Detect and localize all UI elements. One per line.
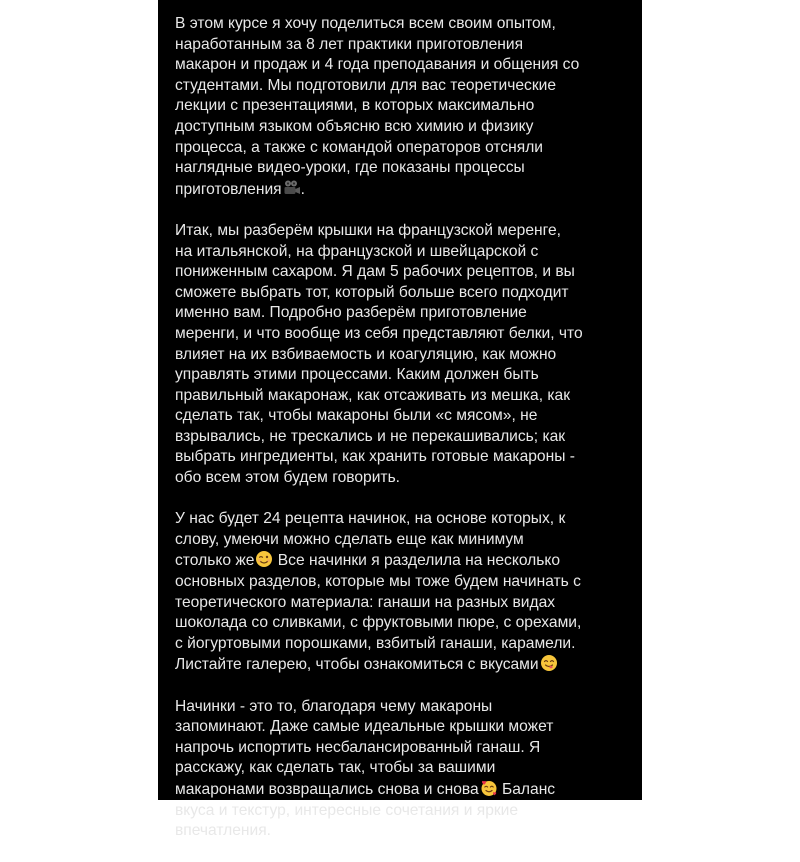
text-fragment: Листайте галерею, чтобы ознакомиться с вкусами — [175, 656, 539, 674]
text-line: расскажу, как сделать так, чтобы за вашими — [175, 759, 496, 777]
text-line: студентами. Мы подготовили для вас теоретические — [175, 76, 557, 94]
text-line: шоколада со сливками, с фруктовыми пюре, с орехами, — [175, 614, 582, 632]
text-fragment: . — [300, 180, 305, 198]
text-line: Начинки - это то, благодаря чему макароны — [175, 697, 493, 715]
text-line: вкуса и текстур, интересные сочетания и яркие — [175, 801, 519, 819]
text-line: В этом курсе я хочу поделиться всем своим опытом, — [175, 15, 556, 32]
text-line: Итак, мы разберём крышки на французской меренге, — [175, 221, 561, 239]
text-line — [175, 779, 633, 801]
text-line: доступным языком объясню всю химию и физику — [175, 117, 534, 135]
text-line: влияет на их взбиваемость и коагуляцию, как можно — [175, 345, 557, 363]
smiling-face-with-hearts-icon — [480, 779, 498, 797]
text-fragment: Баланс — [497, 780, 556, 798]
story-screen — [158, 0, 642, 840]
paragraph-3 — [175, 509, 633, 676]
text-line — [175, 179, 633, 201]
text-line: взрывались, не трескались и не перекашивались; как — [175, 427, 566, 445]
text-fragment: Все начинки я разделила на несколько — [273, 552, 561, 570]
winking-face-icon — [255, 550, 273, 568]
text-line: наработанным за 8 лет практики приготовления — [175, 35, 524, 53]
movie-camera-icon — [283, 179, 301, 197]
text-line: впечатления. — [175, 822, 272, 840]
text-line: лекции с презентациями, в которых максимально — [175, 97, 535, 115]
text-line: пониженным сахаром. Я дам 5 рабочих рецептов, и вы — [175, 263, 575, 281]
text-line — [175, 654, 633, 676]
text-line: макарон и продаж и 4 года преподавания и общения со — [175, 56, 580, 74]
text-line: правильный макаронаж, как отсаживать из мешка, как — [175, 386, 571, 404]
text-line: теоретического материала: ганаши на разных видах — [175, 593, 556, 611]
text-line: запоминают. Даже самые идеальные крышки может — [175, 718, 554, 736]
text-line: с йогуртовыми порошками, взбитый ганаши, карамели. — [175, 634, 576, 652]
text-line: наглядные видео-уроки, где показаны процессы — [175, 159, 525, 177]
paragraph-1 — [175, 14, 633, 200]
post-text — [175, 14, 633, 862]
text-line: основных разделов, которые мы тоже будем начинать с — [175, 573, 581, 591]
yum-face-icon — [540, 654, 558, 672]
text-fragment: макаронами возвращались снова и снова — [175, 780, 479, 798]
paragraph-4 — [175, 697, 633, 842]
text-line: напрочь испортить несбалансированный ганаш. Я — [175, 738, 541, 756]
text-fragment: столько же — [175, 552, 255, 570]
text-line: меренги, и что вообще из себя представляют белки, что — [175, 324, 583, 342]
paragraph-2 — [175, 221, 633, 489]
text-line: сможете выбрать тот, который больше всего подходит — [175, 283, 569, 301]
text-line: слову, умеючи можно сделать еще как минимум — [175, 530, 524, 548]
text-line — [175, 550, 633, 572]
text-line: именно вам. Подробно разберём приготовление — [175, 304, 527, 322]
text-line: выбрать ингредиенты, как хранить готовые макароны - — [175, 448, 575, 466]
text-line: управлять этими процессами. Каким должен быть — [175, 366, 539, 384]
text-line: на итальянской, на французской и швейцарской с — [175, 242, 539, 260]
text-line: сделать так, чтобы макароны были «с мясом», не — [175, 407, 538, 425]
text-line: обо всем этом будем говорить. — [175, 469, 401, 487]
text-fragment: приготовления — [175, 180, 282, 198]
text-line: процесса, а также с командой операторов отсняли — [175, 138, 544, 156]
text-line: У нас будет 24 рецепта начинок, на основе которых, к — [175, 510, 566, 528]
